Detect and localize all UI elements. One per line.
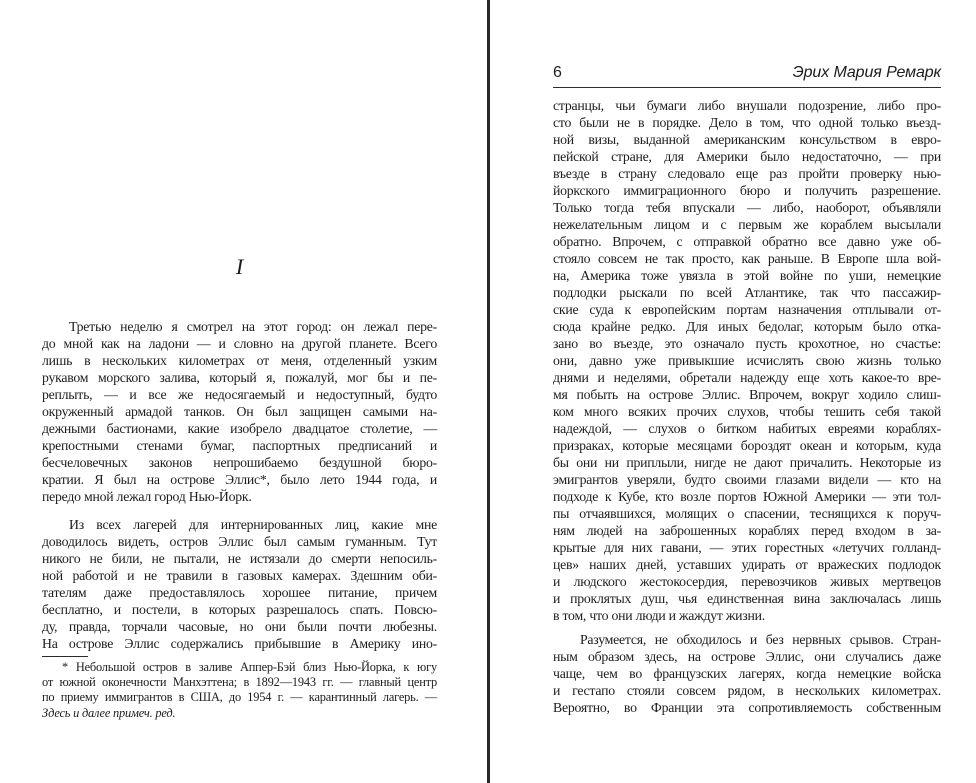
running-title: Эрих Мария Ремарк: [792, 64, 941, 81]
text-line: и людского жестокосердия, перевозчиков живых мертвецов: [553, 574, 941, 589]
text-line: чаще, чем во французских лагерях, когда немецкие войска: [553, 666, 941, 681]
running-header: [553, 64, 941, 82]
text-line: лишь в нескольких километрах от меня, отделенный узким: [42, 353, 437, 368]
text-line: доводилось видеть, остров Эллис был самым гуманным. Тут: [42, 534, 437, 549]
text-line: въезде в страну следовало еще раз пройти проверку нью-: [553, 166, 941, 181]
text-line: кратии. Я был на острове Эллис*, было лето 1944 года, и: [42, 472, 437, 487]
paragraph: [553, 631, 941, 716]
text-line: бы они ни приплыли, нигде не дают причалить. Некоторые из: [553, 455, 941, 470]
text-line: крепостными стенами бумаг, паспортных предписаний и: [42, 438, 437, 453]
paragraph: [42, 516, 437, 652]
text-line: ным образом здесь, на острове Эллис, они случались даже: [553, 649, 941, 664]
left-page-body: [42, 318, 437, 652]
text-line: подлодки рыскали по всей Атлантике, так что пассажир-: [553, 285, 941, 300]
paragraph: [42, 318, 437, 505]
text-line: зано во въезде, это означало пусть крохотное, но счастье:: [553, 336, 941, 351]
text-line: окруженный армадой танков. Он был защищен самыми на-: [42, 404, 437, 419]
text-line: днями и неделями, обретали надежду еще хоть какое-то вре-: [553, 370, 941, 385]
text-line: надеждой, — слухов о битком набитых евреями кораблях-: [553, 421, 941, 436]
page-number: 6: [553, 64, 562, 81]
text-line: на, Америка тоже увязла в этой войне по уши, немецкие: [553, 268, 941, 283]
right-page-body: [553, 97, 941, 716]
text-line: Разумеется, не обходилось и без нервных срывов. Стран-: [580, 632, 941, 647]
text-line: тателям даже предоставлялось хорошее питание, причем: [42, 585, 437, 600]
text-line: и гестапо стояли совсем рядом, в нескольких километрах.: [553, 683, 941, 698]
text-line: подходе к Кубе, кто возле портов Южной Америки — эти тол-: [553, 489, 941, 504]
footnote-line: Здесь и далее примеч. ред.: [42, 705, 176, 720]
text-line: Вероятно, во Франции эта сопротивляемость собственным: [553, 700, 941, 715]
text-line: рукавом морского залива, который я, пожалуй, мог бы и пе-: [42, 370, 437, 385]
text-line: Из всех лагерей для интернированных лиц, какие мне: [69, 517, 437, 532]
text-line: ням людей на заброшенных кораблях перед входом в за-: [553, 523, 941, 538]
text-line: сто были не в порядке. Дело в том, что одной только въезд-: [553, 115, 941, 130]
text-line: странцы, чьи бумаги либо внушали подозрение, либо про-: [553, 98, 941, 113]
footnote-line: от южной оконечности Манхэттена; в 1892—1943 гг. — главный центр: [42, 675, 437, 690]
paragraph: [553, 97, 941, 624]
text-line: призраках, которые месяцами бороздят океан и которым, куда: [553, 438, 941, 453]
text-line: крытые для них гавани, — этих горестных «летучих голланд-: [553, 540, 941, 555]
footnote-line: * Небольшой остров в заливе Аппер-Бэй близ Нью-Йорка, к югу: [62, 660, 437, 674]
footnote-line: по приему иммигрантов в США, до 1954 г. — карантинный лагерь. —: [42, 690, 437, 705]
text-line: На острове Эллис содержались прибывшие в Америку ино-: [42, 636, 437, 651]
text-line: в том, что они люди и жаждут жизни.: [553, 608, 765, 623]
footnote: [42, 660, 437, 721]
text-line: обратно. Впрочем, с отправкой обратно все давно уже об-: [553, 234, 941, 249]
text-line: цев» наших дней, уставших удирать от вражеских подлодок: [553, 557, 941, 572]
text-line: до мной как на ладони — и словно на другой планете. Всего: [42, 336, 437, 351]
page-divider: [487, 0, 490, 783]
text-line: ной визы, выданной американским консульством в евро-: [553, 132, 941, 147]
text-line: никого не били, не пытали, не истязали до смерти непосиль-: [42, 551, 437, 566]
text-line: пейской стране, для Америки было недостаточно, — при: [553, 149, 941, 164]
text-line: бесчеловечных законов непрошибаемо бездушной бюро-: [42, 455, 437, 470]
text-line: нежелательным лицом и с первым же кораблем высылали: [553, 217, 941, 232]
footnote-rule: [42, 656, 88, 657]
text-line: йоркского иммиграционного бюро и получить разрешение.: [553, 183, 941, 198]
text-line: ком много всяких прочих слухов, чтобы тешить себя такой: [553, 404, 941, 419]
text-line: ские суда к европейским портам назначения отплывали от-: [553, 302, 941, 317]
text-line: передо мной лежал город Нью-Йорк.: [42, 489, 252, 504]
chapter-heading: I: [235, 254, 244, 279]
text-line: и проклятых душ, чья единственная вина заключалась лишь: [553, 591, 941, 606]
text-line: они, давно уже привыкшие исчислять свою жизнь только: [553, 353, 941, 368]
text-line: пы отчаявшихся, молящих о спасении, теснящихся к поруч-: [553, 506, 941, 521]
text-line: бесплатно, и постели, в которых разрешалось спать. Повсю-: [42, 602, 437, 617]
text-line: реплыть, — и все же недосягаемый и недоступный, будто: [42, 387, 437, 402]
header-rule: [553, 87, 941, 88]
text-line: дежными бастионами, какие изобрело двадцатое столетие, —: [42, 421, 437, 436]
text-line: мя побыть на острове Эллис. Впрочем, вокруг ходило слиш-: [553, 387, 941, 402]
text-line: Только тогда тебя впускали — либо, наоборот, объявляли: [553, 200, 941, 215]
text-line: Третью неделю я смотрел на этот город: он лежал пере-: [69, 319, 437, 334]
text-line: ду, правда, торчали часовые, но они были почти любезны.: [42, 619, 437, 634]
text-line: эмигрантов уверяли, будто своими глазами видели — кто на: [553, 472, 941, 487]
text-line: стояло совсем не так просто, как раньше. В Европе шла вой-: [553, 251, 941, 266]
text-line: ной работой и не травили в газовых камерах. Здешним оби-: [42, 568, 437, 583]
text-line: сюда крайне редко. Для иных бедолаг, которым было отка-: [553, 319, 941, 334]
